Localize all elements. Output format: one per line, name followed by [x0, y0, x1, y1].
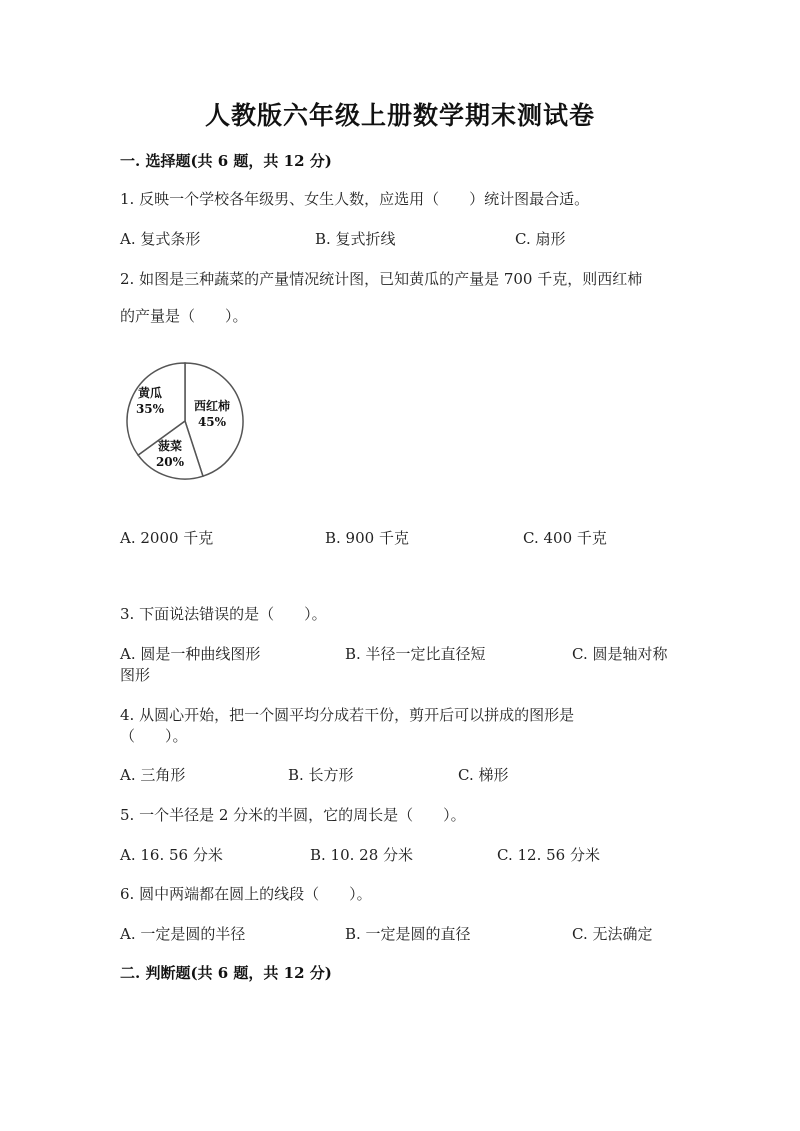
- q4-option-a: A. 三角形: [120, 766, 186, 784]
- question-3-text: 3. 下面说法错误的是（ ）。: [120, 605, 327, 623]
- pie-slice-value-2: 20%: [155, 455, 185, 469]
- q5-option-a: A. 16. 56 分米: [120, 846, 223, 864]
- pie-slice-name-1: 西红柿: [193, 399, 231, 413]
- q2-option-b: B. 900 千克: [325, 529, 409, 547]
- question-4-text-line-1: 4. 从圆心开始，把一个圆平均分成若干份，剪开后可以拼成的图形是: [120, 706, 575, 724]
- q2-option-c: C. 400 千克: [523, 529, 607, 547]
- question-6-text: 6. 圆中两端都在圆上的线段（ ）。: [120, 885, 372, 903]
- q4-option-b: B. 长方形: [288, 766, 354, 784]
- q3-option-c: C. 圆是轴对称: [572, 645, 668, 663]
- q5-option-b: B. 10. 28 分米: [310, 846, 414, 864]
- q1-option-b: B. 复式折线: [315, 230, 396, 248]
- question-5-text: 5. 一个半径是 2 分米的半圆，它的周长是（ ）。: [120, 806, 466, 824]
- question-2-text-line-1: 2. 如图是三种蔬菜的产量情况统计图，已知黄瓜的产量是 700 千克，则西红柿: [120, 270, 643, 288]
- pie-slice-value-3: 35%: [135, 402, 165, 416]
- q6-option-c: C. 无法确定: [572, 925, 653, 943]
- q4-option-c: C. 梯形: [458, 766, 509, 784]
- q6-option-b: B. 一定是圆的直径: [345, 925, 471, 943]
- q1-option-c: C. 扇形: [515, 230, 566, 248]
- q2-option-a: A. 2000 千克: [120, 529, 214, 547]
- q3-option-b: B. 半径一定比直径短: [345, 645, 486, 663]
- page-title: 人教版六年级上册数学期末测试卷: [204, 101, 595, 130]
- vegetable-pie-chart: [120, 358, 250, 484]
- q1-option-a: A. 复式条形: [120, 230, 201, 248]
- q5-option-c: C. 12. 56 分米: [497, 846, 600, 864]
- pie-slice-name-2: 菠菜: [157, 439, 183, 453]
- section-heading-choice: 一. 选择题(共 6 题，共 12 分): [120, 152, 332, 170]
- pie-slice-value-1: 45%: [197, 415, 227, 429]
- section-heading-judge: 二. 判断题(共 6 题，共 12 分): [120, 964, 332, 982]
- q3-option-c-wrap: 图形: [120, 666, 151, 684]
- question-4-text-line-2: （ ）。: [120, 727, 188, 745]
- q6-option-a: A. 一定是圆的半径: [120, 925, 246, 943]
- pie-slice-name-3: 黄瓜: [137, 386, 163, 400]
- question-1-text: 1. 反映一个学校各年级男、女生人数，应选用（ ）统计图最合适。: [120, 190, 590, 208]
- q3-option-a: A. 圆是一种曲线图形: [120, 645, 261, 663]
- question-2-text-line-2: 的产量是（ ）。: [120, 307, 248, 325]
